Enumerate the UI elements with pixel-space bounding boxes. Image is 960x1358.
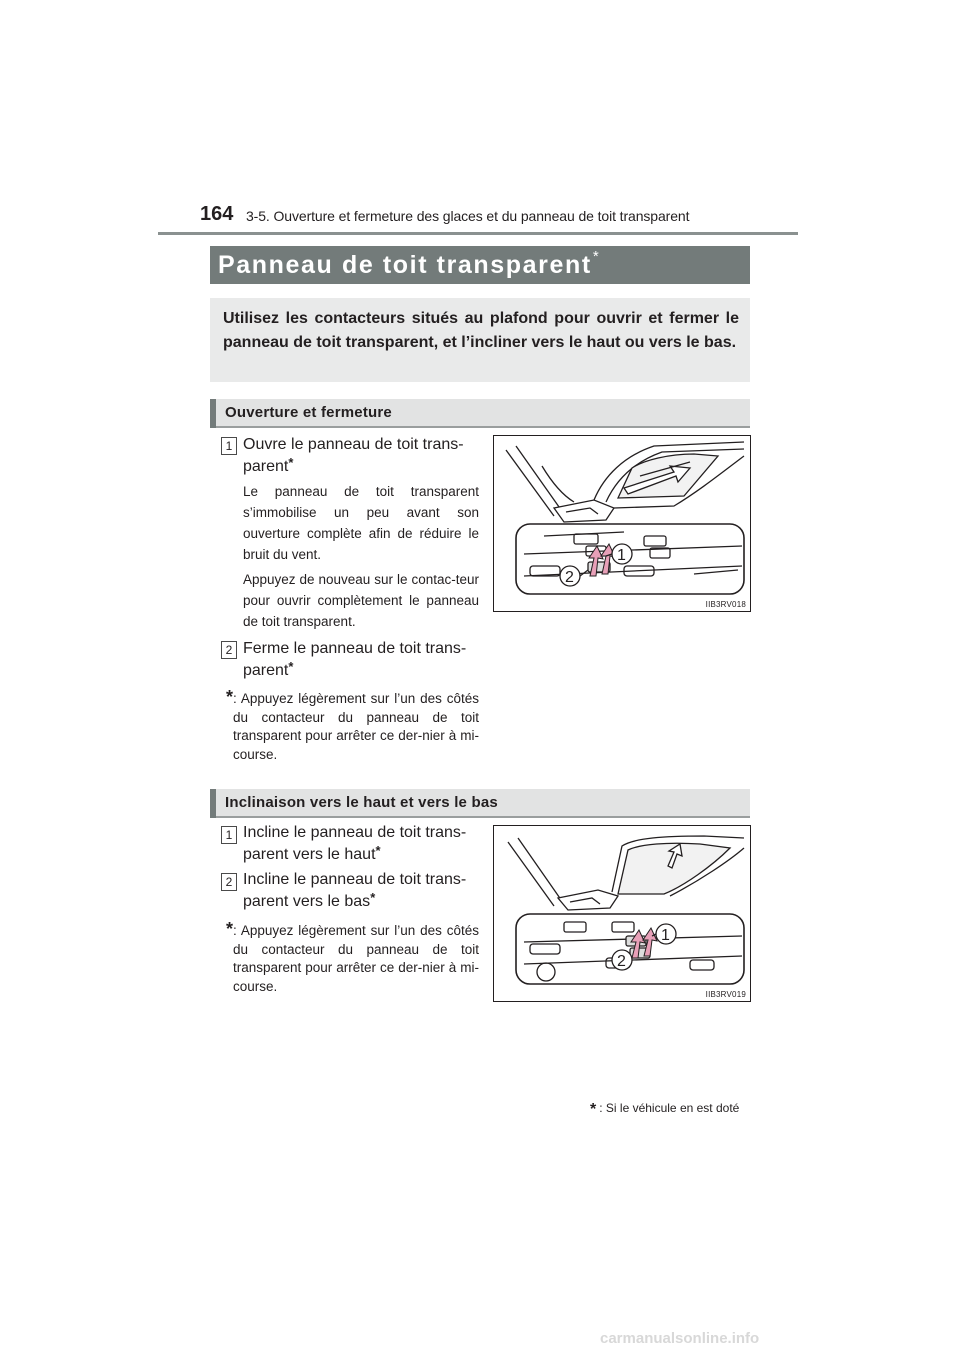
illustration-drawing: [494, 436, 750, 611]
note-text: : Appuyez légèrement sur l’un des côtés du contacteur du panneau de toit transparent pour arrêter ce der-nier à mi-course.: [233, 923, 479, 994]
callout-label-2: 2: [565, 569, 574, 586]
header-rule: [158, 232, 798, 235]
step-line: [243, 660, 479, 682]
step-number-2: 2: [221, 641, 237, 659]
step-asterisk: *: [375, 843, 381, 858]
step-number-2: 2: [221, 873, 237, 891]
page-title: [218, 248, 601, 280]
step-line-end: parent vers le bas: [243, 893, 371, 910]
chapter-header: 3-5. Ouverture et fermeture des glaces et du panneau de toit transparent: [246, 208, 690, 224]
section-title: Ouverture et fermeture: [225, 404, 392, 421]
footnote: [590, 1099, 739, 1117]
note-asterisk: *: [226, 687, 234, 707]
page-number: 164: [200, 203, 234, 225]
watermark: carmanualsonline.info: [600, 1330, 760, 1347]
title-asterisk: *: [592, 248, 601, 265]
step-number-1: 1: [221, 437, 237, 455]
callout-label-1: 1: [617, 547, 626, 564]
step-detail-2: Appuyez de nouveau sur le contac-teur pour ouvrir complètement le panneau de toit transparent.: [243, 572, 479, 629]
step-line-end: parent vers le haut: [243, 846, 376, 863]
step-line: Ouvre le panneau de toit trans-: [243, 436, 464, 453]
step-detail-1: Le panneau de toit transparent s’immobilise un peu avant son ouverture complète afin de réduire le bruit du vent.: [243, 484, 479, 562]
note-asterisk: *: [226, 919, 234, 939]
section-header-tilt: [210, 789, 750, 818]
page-title-text: Panneau de toit transparent: [218, 251, 592, 279]
roof-switch-illustration-2: [493, 825, 751, 1002]
step-text-close: [243, 638, 479, 682]
title-banner: [210, 246, 750, 284]
figure-code: IIB3RV019: [705, 990, 746, 999]
callout-label-1: 1: [661, 927, 670, 944]
section-header-opening: [210, 399, 750, 428]
step-line: Ferme le panneau de toit trans-: [243, 640, 467, 657]
intro-text: Utilisez les contacteurs situés au plafond pour ouvrir et fermer le panneau de toit transparent, et l’incliner vers le haut ou vers le bas.: [223, 310, 739, 351]
note-text: : Appuyez légèrement sur l’un des côtés du contacteur du panneau de toit transparent pour arrêter ce der-nier à mi-course.: [233, 691, 479, 762]
step-line: Incline le panneau de toit trans-: [243, 824, 467, 841]
step-asterisk: *: [288, 455, 294, 470]
step-number-1: 1: [221, 826, 237, 844]
illustration-drawing: [494, 826, 750, 1001]
section-title: Inclinaison vers le haut et vers le bas: [225, 794, 498, 811]
roof-switch-illustration-1: [493, 435, 751, 612]
step-line: [243, 844, 479, 866]
step-line-end: parent: [243, 662, 289, 679]
footnote-asterisk: *: [590, 1101, 597, 1118]
step-text-tilt-up: [243, 822, 479, 866]
step-text-tilt-down: [243, 869, 479, 913]
step-line: [243, 891, 479, 913]
step-asterisk: *: [288, 659, 294, 674]
step-asterisk: *: [370, 890, 376, 905]
figure-code: IIB3RV018: [705, 600, 746, 609]
callout-label-2: 2: [617, 953, 626, 970]
footnote-text: : Si le véhicule en est doté: [599, 1101, 740, 1115]
step-text-open: [243, 434, 479, 478]
step-line-end: parent: [243, 458, 289, 475]
intro-box: [210, 298, 750, 382]
step-line: Incline le panneau de toit trans-: [243, 871, 467, 888]
step-line: [243, 456, 479, 478]
